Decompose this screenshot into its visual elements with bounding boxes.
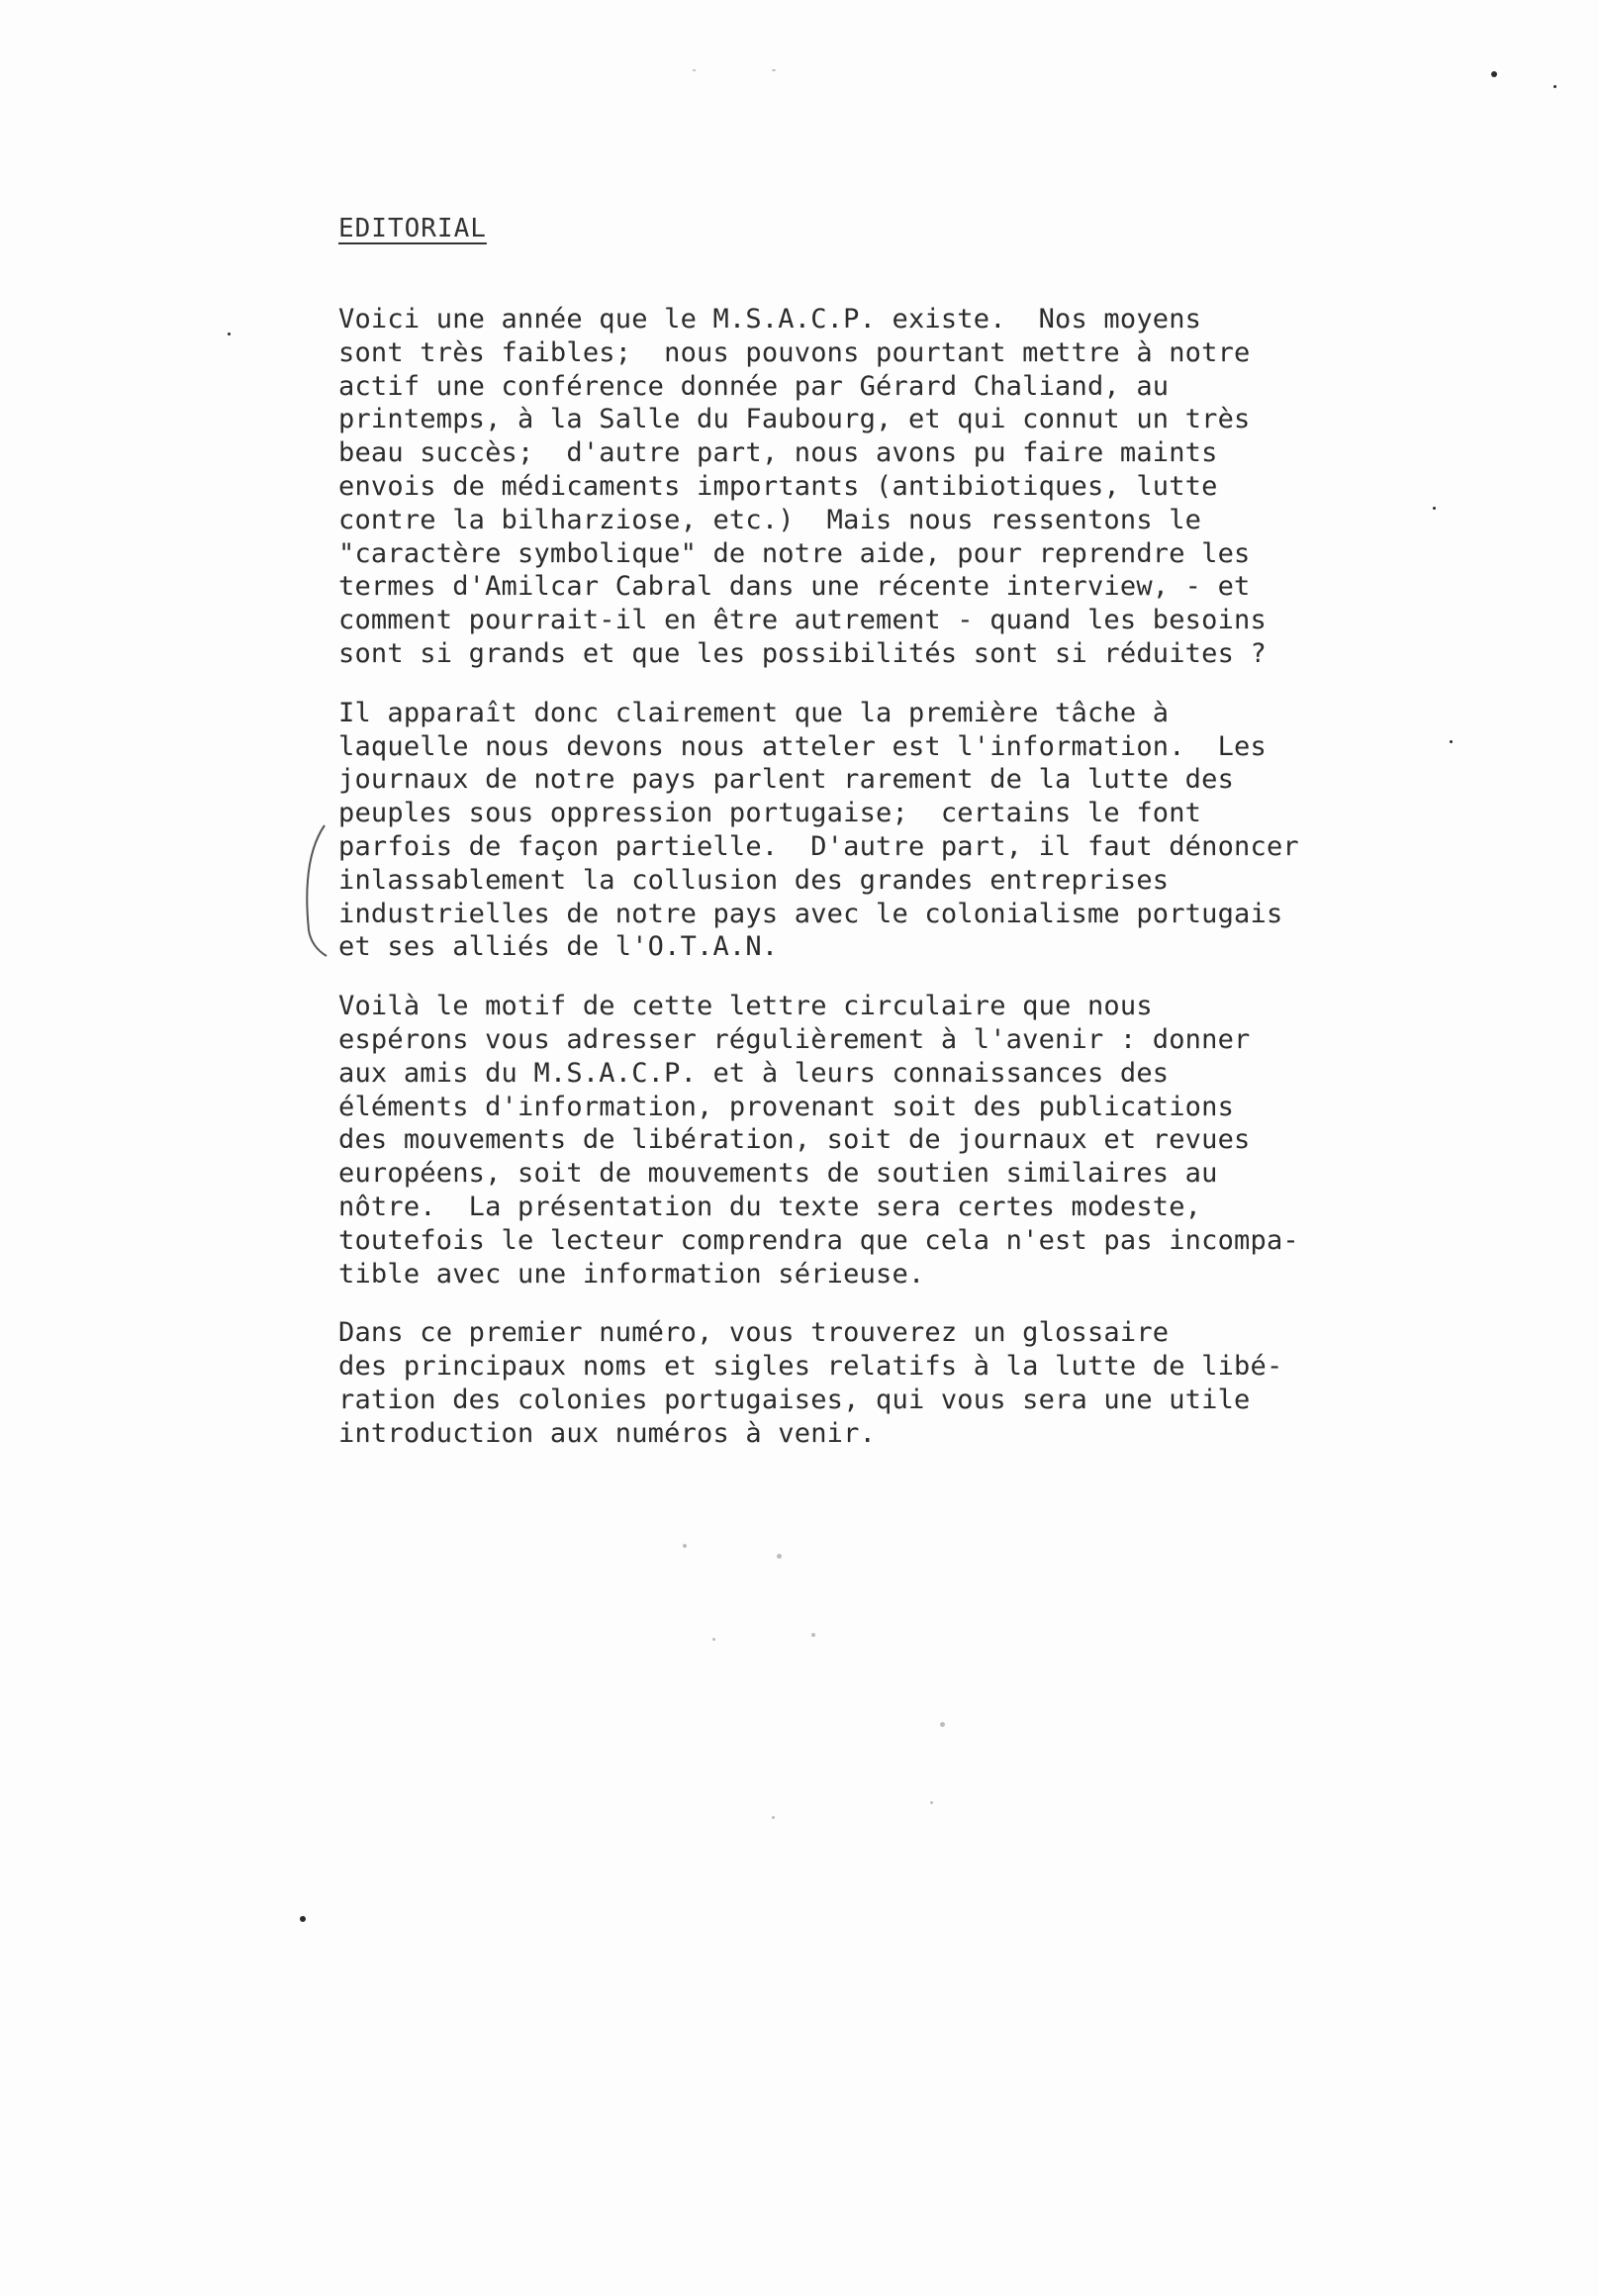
scan-speck (1553, 85, 1556, 88)
text-line: actif une conférence donnée par Gérard Chaliand, au (338, 370, 1170, 402)
scan-speck (940, 1722, 945, 1727)
scan-speck (1450, 740, 1453, 743)
text-line: espérons vous adresser régulièrement à l'avenir : donner (338, 1023, 1251, 1055)
text-line: industrielles de notre pays avec le colonialisme portugais (338, 898, 1283, 929)
scan-speck (930, 1801, 933, 1804)
text-line: sont si grands et que les possibilités sont si réduites ? (338, 637, 1267, 669)
scan-speck (1433, 507, 1436, 510)
paragraph-2 (338, 697, 1328, 964)
text-line: tible avec une information sérieuse. (338, 1258, 925, 1290)
editorial-heading: EDITORIAL (338, 214, 487, 243)
text-line: parfois de façon partielle. D'autre part, il faut dénoncer (338, 830, 1299, 862)
text-line: laquelle nous devons nous atteler est l'information. Les (338, 730, 1267, 762)
text-line: inlassablement la collusion des grandes entreprises (338, 864, 1170, 896)
text-line: des principaux noms et sigles relatifs à la lutte de libé- (338, 1351, 1283, 1383)
scan-speck (228, 333, 231, 335)
text-line: ration des colonies portugaises, qui vous sera une utile (338, 1384, 1251, 1415)
scan-speck (772, 1816, 775, 1819)
text-line: aux amis du M.S.A.C.P. et à leurs connaissances des (338, 1057, 1170, 1089)
text-line: Voilà le motif de cette lettre circulaire que nous (338, 991, 1153, 1022)
text-line: et ses alliés de l'O.T.A.N. (338, 931, 779, 963)
text-line: introduction aux numéros à venir. (338, 1417, 877, 1449)
scan-speck (1491, 71, 1497, 77)
text-line: termes d'Amilcar Cabral dans une récente interview, - et (338, 571, 1251, 603)
text-line: contre la bilharziose, etc.) Mais nous ressentons le (338, 504, 1202, 535)
text-line: nôtre. La présentation du texte sera certes modeste, (338, 1191, 1202, 1222)
margin-bracket-mark (297, 821, 336, 960)
text-line: comment pourrait-il en être autrement - quand les besoins (338, 605, 1267, 636)
text-line: journaux de notre pays parlent rarement de la lutte des (338, 764, 1235, 796)
text-line: européens, soit de mouvements de soutien similaires au (338, 1158, 1218, 1190)
text-line: des mouvements de libération, soit de journaux et revues (338, 1124, 1251, 1156)
paragraph-1 (338, 303, 1328, 671)
text-line: toutefois le lecteur comprendra que cela n'est pas incompa- (338, 1224, 1299, 1256)
text-line: envois de médicaments importants (antibiotiques, lutte (338, 470, 1218, 502)
text-line: Il apparaît donc clairement que la première tâche à (338, 697, 1170, 728)
paragraph-3 (338, 990, 1328, 1291)
text-line: "caractère symbolique" de notre aide, pour reprendre les (338, 537, 1251, 569)
text-line: peuples sous oppression portugaise; certains le font (338, 798, 1202, 829)
scan-speck (300, 1916, 306, 1922)
text-line: printemps, à la Salle du Faubourg, et qui connut un très (338, 404, 1251, 435)
text-line: beau succès; d'autre part, nous avons pu faire maints (338, 437, 1218, 469)
text-line: Dans ce premier numéro, vous trouverez un glossaire (338, 1317, 1170, 1349)
scan-speck (777, 1554, 782, 1559)
text-line: Voici une année que le M.S.A.C.P. existe. Nos moyens (338, 304, 1202, 335)
scan-speck (712, 1638, 715, 1641)
scan-speck (683, 1544, 687, 1548)
scan-speck (693, 69, 696, 71)
editorial-body (338, 303, 1328, 1477)
paragraph-4 (338, 1316, 1328, 1450)
text-line: éléments d'information, provenant soit des publications (338, 1091, 1235, 1122)
text-line: sont très faibles; nous pouvons pourtant mettre à notre (338, 336, 1251, 368)
scan-speck (811, 1633, 815, 1637)
scan-speck (772, 69, 776, 71)
